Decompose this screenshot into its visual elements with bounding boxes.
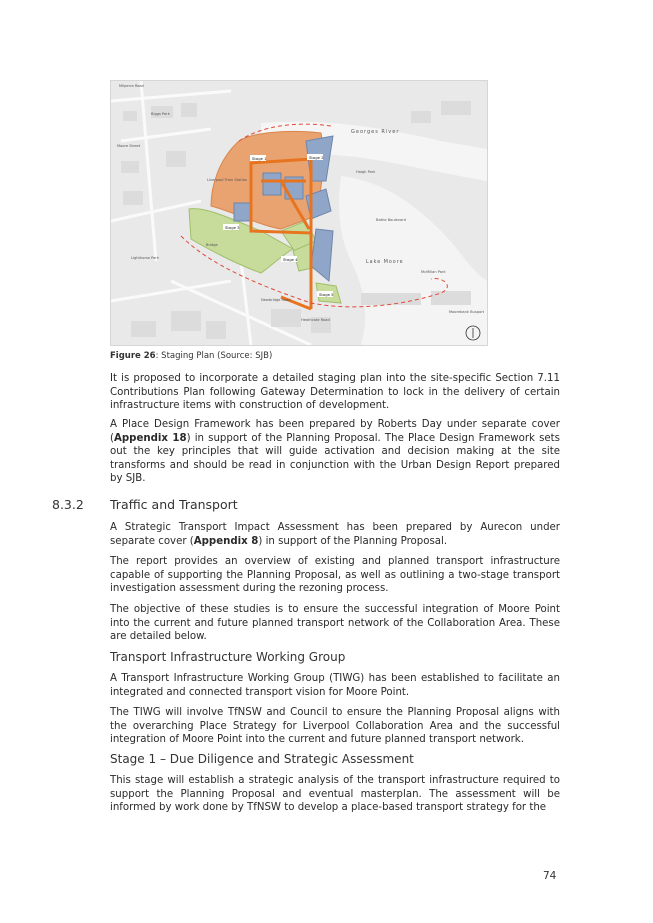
subhead-tiwg: Transport Infrastructure Working Group	[110, 650, 346, 664]
map-label-stage1-a: Stage 1	[252, 156, 267, 161]
page-number: 74	[543, 870, 557, 882]
map-label-bridge: Bridge	[206, 243, 218, 247]
map-label-lake-moore: Lake Moore	[366, 260, 404, 265]
staging-plan-map	[110, 80, 488, 346]
paragraph-staging: It is proposed to incorporate a detailed staging plan into the site-specific Section 7.11 Contributions Plan following Gateway Determination to lock in the delivery of certain infrastructure items with construction of development.	[110, 373, 560, 412]
figure-caption-label: Figure 26	[110, 351, 156, 361]
p2-end: ) in support of the Planning Proposal. The Place Design Framework sets out the key principles that will guide activation and decision making at the site transforms and should be read in conjunction with the Urban Design Report prepared by SJB.	[110, 432, 560, 485]
p3-end: ) in support of the Planning Proposal.	[258, 535, 448, 547]
map-label-haigh-park: Haigh Park	[356, 170, 376, 174]
section-number: 8.3.2	[52, 497, 84, 512]
appendix-8-ref: Appendix 8	[193, 535, 259, 547]
appendix-18-ref: Appendix 18	[113, 432, 187, 444]
map-label-george-river: Georges River	[351, 129, 400, 135]
section-title: Traffic and Transport	[110, 497, 238, 512]
paragraph-report-overview: The report provides an overview of existing and planned transport infrastructure capable of supporting the Planning Proposal, as well as outlining a two-stage transport investigation assessment during the rezoning process.	[110, 556, 560, 595]
paragraph-aurecon	[110, 521, 560, 548]
map-label-bathe-boulevard: Bathe Boulevard	[376, 218, 406, 222]
map-label-stage3-a: Stage 3	[225, 225, 240, 230]
figure-caption	[110, 351, 272, 361]
map-label-stage2-a: Stage 2	[309, 155, 324, 160]
paragraph-stage1: This stage will establish a strategic analysis of the transport infrastructure required to support the Planning Proposal and eventual masterplan. The assessment will be informed by work done by TfNSW to develop a place-based transport strategy for the	[110, 775, 560, 814]
map-label-mcmillan-park: McMillan Park	[421, 270, 446, 274]
map-label-liverpool-station: Liverpool Train Station	[207, 178, 248, 182]
map-label-stage4-a: Stage 4	[283, 257, 298, 262]
paragraph-tiwg-involvement: The TIWG will involve TfNSW and Council to ensure the Planning Proposal aligns with the overarching Place Strategy for Liverpool Collaboration Area and the successful integration of Moore Point into the current and future planned transport network.	[110, 707, 560, 746]
map-label-moore-street: Moore Street	[117, 144, 141, 148]
p3-start: A Strategic Transport Impact Assessment has been prepared by Aurecon under separate cover (	[110, 522, 560, 547]
paragraph-tiwg: A Transport Infrastructure Working Group (TIWG) has been established to facilitate an integrated and connected transport vision for Moore Point.	[110, 673, 560, 698]
map-label-newbridge-road: Newbridge Road	[261, 298, 291, 302]
map-label-stage5-a: Stage 5	[319, 292, 334, 297]
map-label-heathcote-road: Heathcote Road	[301, 318, 330, 322]
paragraph-place-design	[110, 418, 560, 486]
figure-caption-text: : Staging Plan (Source: SJB)	[155, 351, 273, 361]
map-label-lighthorse-park: Lighthorse Park	[131, 256, 159, 260]
staging-plan-svg	[111, 81, 487, 345]
map-label-biggs-park: Biggs Park	[151, 112, 170, 116]
map-label-milperra-road: Milperra Road	[119, 84, 144, 88]
p2-start: A Place Design Framework has been prepared by Roberts Day under separate cover (	[110, 419, 560, 444]
subhead-stage1: Stage 1 – Due Diligence and Strategic Assessment	[110, 752, 414, 766]
paragraph-objective: The objective of these studies is to ensure the successful integration of Moore Point into the current and future planned transport network of the Collaboration Area. These are detailed below.	[110, 604, 560, 643]
map-label-moorebank-busport: Moorebank Busport	[449, 310, 485, 314]
